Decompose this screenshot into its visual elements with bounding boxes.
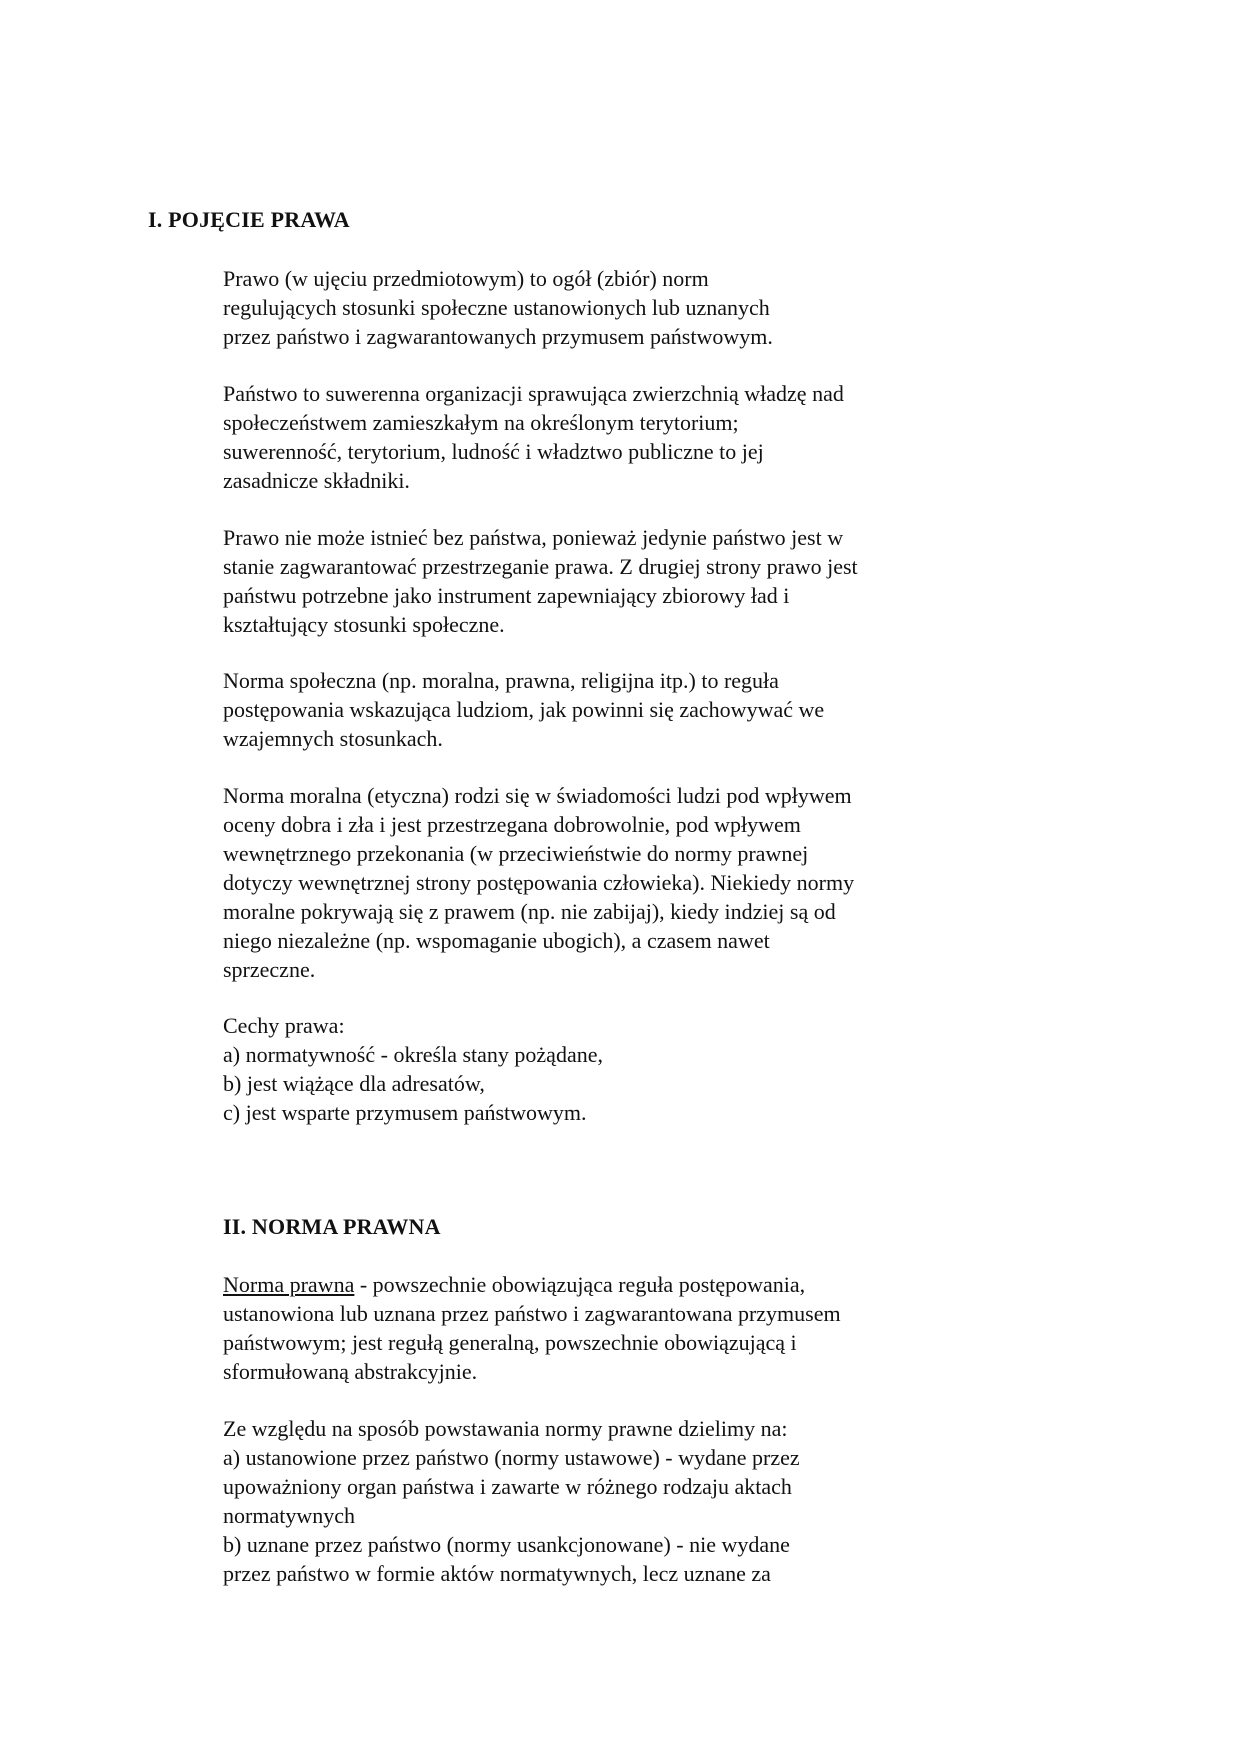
paragraph-law-features bbox=[223, 1011, 983, 1127]
text-line: sformułowaną abstrakcyjnie. bbox=[223, 1359, 478, 1384]
text-fragment: - powszechnie obowiązująca reguła postępowania, bbox=[354, 1272, 806, 1297]
text-line: Cechy prawa: bbox=[223, 1013, 345, 1038]
list-item: b) jest wiążące dla adresatów, bbox=[223, 1071, 485, 1096]
text-line: Norma moralna (etyczna) rodzi się w świadomości ludzi pod wpływem bbox=[223, 783, 852, 808]
text-line: postępowania wskazująca ludziom, jak powinni się zachowywać we bbox=[223, 697, 825, 722]
text-line: Prawo (w ujęciu przedmiotowym) to ogół (zbiór) norm bbox=[223, 266, 709, 291]
paragraph-definition-law bbox=[223, 264, 983, 351]
text-line: ustanowiona lub uznana przez państwo i zagwarantowana przymusem bbox=[223, 1301, 841, 1326]
text-line: stanie zagwarantować przestrzeganie prawa. Z drugiej strony prawo jest bbox=[223, 554, 858, 579]
paragraph-norm-origin bbox=[223, 1414, 983, 1588]
text-line: przez państwo w formie aktów normatywnych, lecz uznane za bbox=[223, 1561, 771, 1586]
text-line: sprzeczne. bbox=[223, 957, 316, 982]
text-line: niego niezależne (np. wspomaganie ubogich), a czasem nawet bbox=[223, 928, 770, 953]
paragraph-moral-norm bbox=[223, 781, 983, 984]
text-line: Norma społeczna (np. moralna, prawna, religijna itp.) to reguła bbox=[223, 668, 779, 693]
text-line: dotyczy wewnętrznej strony postępowania człowieka). Niekiedy normy bbox=[223, 870, 855, 895]
text-line: wewnętrznego przekonania (w przeciwieństwie do normy prawnej bbox=[223, 841, 809, 866]
section-1-heading: I. POJĘCIE PRAWA bbox=[148, 207, 350, 232]
text-line: przez państwo i zagwarantowanych przymusem państwowym. bbox=[223, 324, 773, 349]
paragraph-law-and-state bbox=[223, 523, 983, 639]
paragraph-legal-norm-definition bbox=[223, 1270, 983, 1386]
text-line: Prawo nie może istnieć bez państwa, ponieważ jedynie państwo jest w bbox=[223, 525, 844, 550]
section-2-heading: II. NORMA PRAWNA bbox=[223, 1214, 441, 1239]
text-line: regulujących stosunki społeczne ustanowionych lub uznanych bbox=[223, 295, 770, 320]
text-line bbox=[223, 1270, 983, 1299]
list-item: c) jest wsparte przymusem państwowym. bbox=[223, 1100, 587, 1125]
text-line: oceny dobra i zła i jest przestrzegana dobrowolnie, pod wpływem bbox=[223, 812, 801, 837]
text-line: upoważniony organ państwa i zawarte w różnego rodzaju aktach bbox=[223, 1474, 792, 1499]
list-item: b) uznane przez państwo (normy usankcjonowane) - nie wydane bbox=[223, 1532, 790, 1557]
list-item: a) normatywność - określa stany pożądane, bbox=[223, 1042, 603, 1067]
text-line: społeczeństwem zamieszkałym na określonym terytorium; bbox=[223, 410, 739, 435]
text-line: państwowym; jest regułą generalną, powszechnie obowiązującą i bbox=[223, 1330, 797, 1355]
text-line: wzajemnych stosunkach. bbox=[223, 726, 443, 751]
text-line: kształtujący stosunki społeczne. bbox=[223, 612, 505, 637]
list-item: a) ustanowione przez państwo (normy ustawowe) - wydane przez bbox=[223, 1445, 800, 1470]
text-line: zasadnicze składniki. bbox=[223, 468, 410, 493]
text-line: suwerenność, terytorium, ludność i władztwo publiczne to jej bbox=[223, 439, 764, 464]
text-line: Ze względu na sposób powstawania normy prawne dzielimy na: bbox=[223, 1416, 788, 1441]
paragraph-definition-state bbox=[223, 379, 983, 495]
underlined-term: Norma prawna bbox=[223, 1272, 355, 1297]
text-line: moralne pokrywają się z prawem (np. nie zabijaj), kiedy indziej są od bbox=[223, 899, 836, 924]
text-line: normatywnych bbox=[223, 1503, 355, 1528]
text-line: Państwo to suwerenna organizacji sprawująca zwierzchnią władzę nad bbox=[223, 381, 844, 406]
paragraph-social-norm bbox=[223, 666, 983, 753]
text-line: państwu potrzebne jako instrument zapewniający zbiorowy ład i bbox=[223, 583, 790, 608]
